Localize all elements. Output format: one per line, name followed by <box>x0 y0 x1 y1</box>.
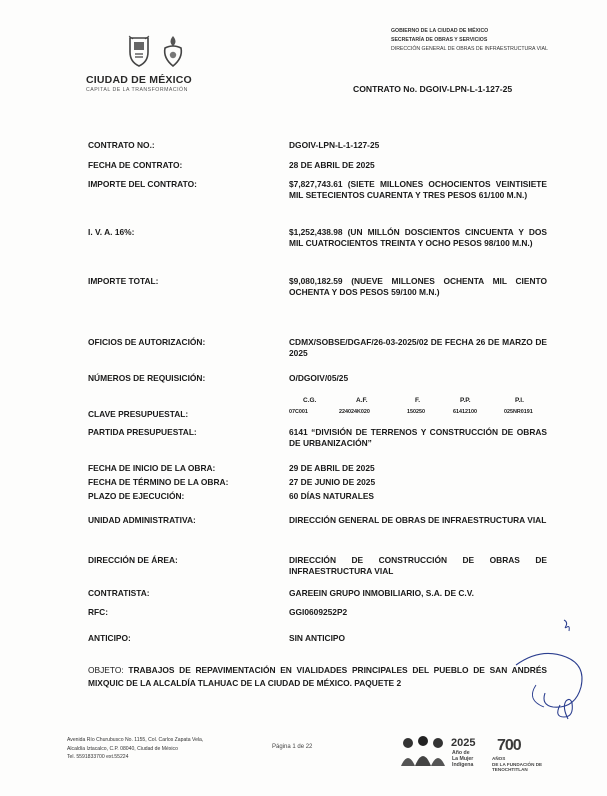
gov-line-1: GOBIERNO DE LA CIUDAD DE MÉXICO <box>391 28 489 34</box>
budget-value: 150250 <box>407 409 425 415</box>
field-label: FECHA DE INICIO DE LA OBRA: <box>88 463 216 473</box>
field-value: 6141 “DIVISIÓN DE TERRENOS Y CONSTRUCCIÓN DE OBRAS DE URBANIZACIÓN” <box>289 427 547 448</box>
year-sub-line: Año de <box>452 750 470 756</box>
field-value: DIRECCIÓN GENERAL DE OBRAS DE INFRAESTRUCTURA VIAL <box>289 515 547 525</box>
year-sub-line: Indígena <box>452 762 474 768</box>
field-label: FECHA DE CONTRATO: <box>88 160 183 170</box>
cdmx-emblem-icon <box>161 34 185 68</box>
field-label: I. V. A. 16%: <box>88 227 135 237</box>
contract-object <box>88 664 547 690</box>
government-header <box>391 27 548 54</box>
field-value: $1,252,438.98 (UN MILLÓN DOSCIENTOS CINCUENTA Y DOS MIL CUATROCIENTOS TREINTA Y OCHO PESOS 98/100 M.N.) <box>289 227 547 248</box>
field-value: $9,080,182.59 (NUEVE MILLONES OCHENTA MIL CIENTO OCHENTA Y DOS PESOS 59/100 M.N.) <box>289 276 547 297</box>
budget-key-headers <box>289 397 547 407</box>
field-value: CDMX/SOBSE/DGAF/26-03-2025/02 DE FECHA 26 DE MARZO DE 2025 <box>289 337 547 358</box>
field-label: DIRECCIÓN DE ÁREA: <box>88 555 178 565</box>
field-value: DGOIV-LPN-L-1-127-25 <box>289 140 380 150</box>
contract-reference: CONTRATO No. DGOIV-LPN-L-1-127-25 <box>353 84 513 94</box>
women-illustration-icon <box>398 734 448 766</box>
budget-header: F. <box>415 397 421 404</box>
field-value: 28 DE ABRIL DE 2025 <box>289 160 375 170</box>
field-value: 60 DÍAS NATURALES <box>289 491 375 501</box>
field-value: 29 DE ABRIL DE 2025 <box>289 463 375 473</box>
field-label: RFC: <box>88 607 109 617</box>
org-title: CIUDAD DE MÉXICO <box>86 74 192 86</box>
field-value: 27 DE JUNIO DE 2025 <box>289 477 376 487</box>
field-value: DIRECCIÓN DE CONSTRUCCIÓN DE OBRAS DE INFRAESTRUCTURA VIAL <box>289 555 547 576</box>
gov-line-2: SECRETARÍA DE OBRAS Y SERVICIOS <box>391 37 488 43</box>
field-label: UNIDAD ADMINISTRATIVA: <box>88 515 196 525</box>
budget-header: A.F. <box>356 397 368 404</box>
anniversary-subtitle <box>492 756 542 773</box>
address-line: Alcaldía Iztacalco, C.P. 08040, Ciudad de México <box>67 745 178 752</box>
address-line: Tel. 5591833700 ext.55224 <box>67 754 129 760</box>
field-label: CLAVE PRESUPUESTAL: <box>88 409 189 419</box>
object-text: TRABAJOS DE REPAVIMENTACIÓN EN VIALIDADES PRINCIPALES DEL PUEBLO DE SAN ANDRÉS MIXQUIC DE LA ALCALDÍA TLAHUAC DE LA CIUDAD DE MÉXICO. PAQUETE 2 <box>88 665 547 688</box>
budget-header: P.P. <box>460 397 471 404</box>
page-number: Página 1 de 22 <box>272 744 313 750</box>
budget-value: 07C001 <box>289 409 308 415</box>
org-subtitle: CAPITAL DE LA TRANSFORMACIÓN <box>86 87 188 93</box>
budget-value: 224024K020 <box>339 409 370 415</box>
cdmx-seal-icon <box>127 34 151 68</box>
field-label: NÚMEROS DE REQUISICIÓN: <box>88 373 206 383</box>
field-label: IMPORTE DEL CONTRATO: <box>88 179 197 189</box>
budget-header: P.I. <box>515 397 524 404</box>
field-value: $7,827,743.61 (SIETE MILLONES OCHOCIENTOS VEINTISIETE MIL SETECIENTOS CUARENTA Y TRES PESOS 61/100 M.N.) <box>289 179 547 200</box>
field-label: CONTRATO NO.: <box>88 140 155 150</box>
budget-value: 61412100 <box>453 409 477 415</box>
address-line: Avenida Río Churubusco No. 1155, Col. Carlos Zapata Vela, <box>67 737 204 743</box>
field-label: PARTIDA PRESUPUESTAL: <box>88 427 197 437</box>
field-label: PLAZO DE EJECUCIÓN: <box>88 491 185 501</box>
object-lead: OBJETO: <box>88 665 124 675</box>
anniv-sub-line: DE LA FUNDACIÓN DE <box>492 761 543 767</box>
budget-key-values <box>289 409 547 419</box>
cdmx-logo <box>86 34 226 93</box>
anniv-sub-line: AÑOS <box>492 756 506 761</box>
year-logo: 2025 <box>451 737 476 749</box>
footer-address <box>67 736 203 762</box>
field-label: ANTICIPO: <box>88 633 131 643</box>
field-label: OFICIOS DE AUTORIZACIÓN: <box>88 337 206 347</box>
year-logo-subtitle <box>452 750 473 768</box>
year-sub-line: La Mujer <box>452 756 474 762</box>
gov-line-3: DIRECCIÓN GENERAL DE OBRAS DE INFRAESTRUCTURA VIAL <box>391 46 548 52</box>
anniversary-logo: 700 <box>497 737 521 754</box>
budget-header: C.G. <box>303 397 317 404</box>
field-label: CONTRATISTA: <box>88 588 150 598</box>
budget-value: 025NR0191 <box>504 409 533 415</box>
field-value: GAREEIN GRUPO INMOBILIARIO, S.A. DE C.V. <box>289 588 474 598</box>
field-value: O/DGOIV/05/25 <box>289 373 349 383</box>
field-value: SIN ANTICIPO <box>289 633 345 643</box>
field-label: FECHA DE TÉRMINO DE LA OBRA: <box>88 477 229 487</box>
field-label: IMPORTE TOTAL: <box>88 276 159 286</box>
field-value: GGI0609252P2 <box>289 607 348 617</box>
anniv-sub-line: TENOCHTITLAN <box>492 767 528 772</box>
